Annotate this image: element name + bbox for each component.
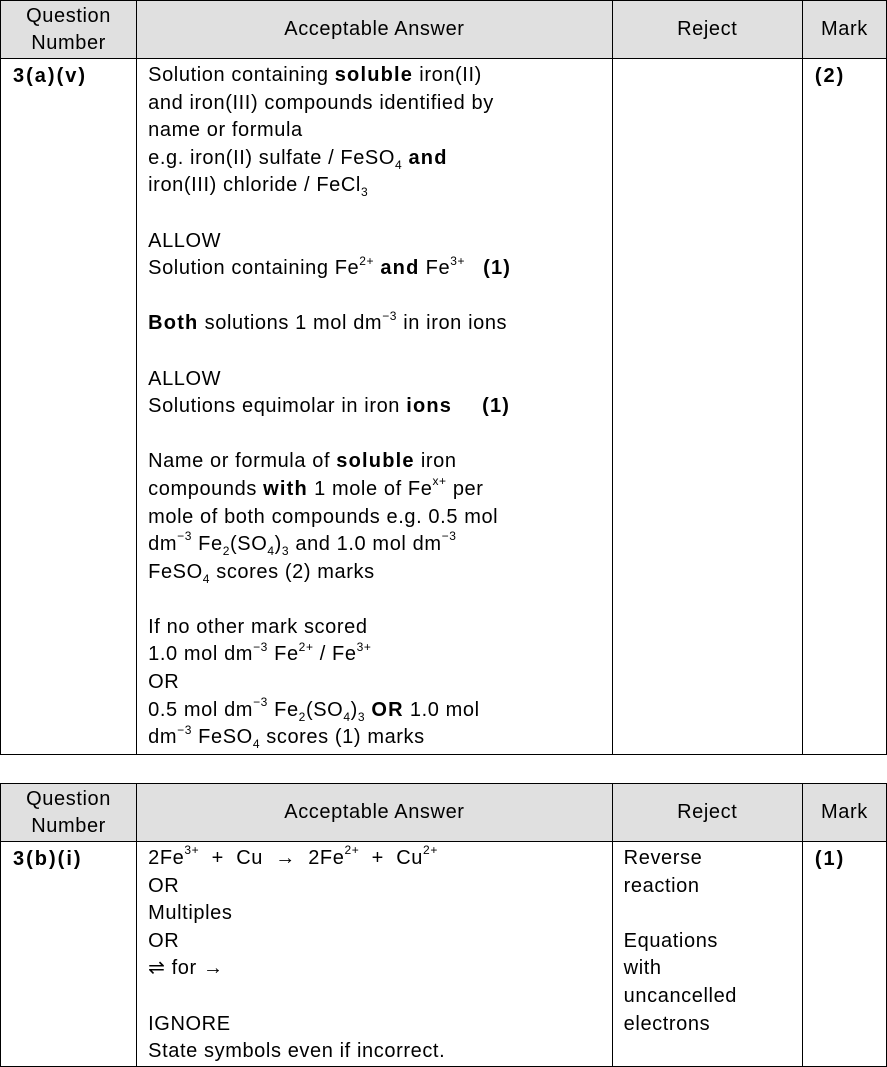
mark-cell: (2) — [802, 59, 886, 755]
answer-line: $dm^{-3}$ FeSO$_4$ scores (1) marks — [148, 722, 425, 752]
blank-line — [624, 900, 796, 928]
answer-line: $2Fe^{3+} + Cu \to 2Fe^{2+} + Cu^{2+}$ — [148, 843, 438, 869]
answer-line: 0.5 mol $dm^{-3}$ $Fe_2(SO_4)_3$ OR 1.0 mol — [148, 695, 480, 724]
answer-line: If no other mark scored — [148, 615, 368, 638]
header-question-number: Question Number — [1, 1, 137, 59]
reject-line: electrons — [623, 1012, 711, 1035]
answer-line: mole of both compounds e.g. 0.5 mol — [148, 505, 499, 528]
blank-line — [148, 586, 606, 614]
answer-line: OR — [148, 671, 180, 694]
blank-line — [148, 283, 606, 311]
question-number-cell: 3(a)(v) — [1, 59, 137, 755]
header-reject: Reject — [612, 1, 802, 59]
blank-line — [148, 200, 606, 228]
reject-cell — [612, 842, 802, 1067]
answer-line: Name or formula of soluble iron — [148, 450, 457, 473]
reject-line: reaction — [623, 874, 700, 897]
reject-cell — [612, 59, 802, 755]
answer-line: Both solutions 1 mol $dm^{-3}$ in iron ions — [148, 308, 508, 335]
acceptable-answer-cell — [137, 842, 613, 1067]
answer-line: ALLOW — [148, 229, 222, 252]
mark-scheme-table-3b-i — [0, 783, 887, 1067]
answer-line: 1.0 mol $dm^{-3}$ $Fe^{2+} / Fe^{3+}$ — [148, 639, 372, 666]
header-acceptable-answer: Acceptable Answer — [137, 1, 613, 59]
answer-line: iron(III) chloride / FeCl$_3$ — [148, 174, 369, 200]
answer-row — [1, 842, 887, 1067]
answer-line: FeSO$_4$ scores (2) marks — [148, 560, 375, 586]
answer-line: name or formula — [148, 119, 303, 142]
header-mark: Mark — [802, 784, 886, 842]
answer-line: OR — [148, 874, 180, 897]
reject-line: Equations — [623, 929, 719, 952]
header-question-number: Question Number — [1, 784, 137, 842]
answer-row — [1, 59, 887, 755]
answer-line: e.g. iron(II) sulfate / FeSO$_4$ and — [148, 146, 448, 172]
header-acceptable-answer: Acceptable Answer — [137, 784, 613, 842]
answer-line: Solutions equimolar in iron ions (1) — [148, 395, 511, 418]
header-row — [1, 784, 887, 842]
answer-line: Multiples — [148, 902, 233, 925]
answer-line: State symbols even if incorrect. — [148, 1040, 446, 1063]
answer-line: ALLOW — [148, 367, 222, 390]
answer-line: and iron(III) compounds identified by — [148, 91, 494, 114]
answer-line: compounds with 1 mole of $Fe^{x+}$ per — [148, 474, 484, 500]
blank-line — [148, 983, 606, 1011]
answer-line: IGNORE — [148, 1012, 231, 1035]
answer-line: $dm^{-3}$ $Fe_2(SO_4)_3$ and 1.0 mol $dm^{-3}$ — [148, 529, 457, 559]
header-mark: Mark — [802, 1, 886, 59]
mark-point: (1) — [482, 395, 511, 418]
blank-line — [148, 338, 606, 366]
question-number-cell: 3(b)(i) — [1, 842, 137, 1067]
answer-line: Solution containing $Fe^{2+}$ and $Fe^{3+}$ (1) — [148, 253, 512, 280]
reject-line: with — [623, 957, 662, 980]
answer-line: ⇌ for → — [148, 957, 224, 980]
answer-line: Solution containing soluble iron(II) — [148, 64, 482, 86]
header-reject: Reject — [612, 784, 802, 842]
answer-line: OR — [148, 929, 180, 952]
reject-line: Reverse — [623, 847, 703, 869]
reject-line: uncancelled — [623, 984, 738, 1007]
blank-line — [148, 421, 606, 449]
acceptable-answer-cell — [137, 59, 613, 755]
mark-cell: (1) — [802, 842, 886, 1067]
header-row — [1, 1, 887, 59]
mark-point: (1) — [483, 257, 512, 280]
